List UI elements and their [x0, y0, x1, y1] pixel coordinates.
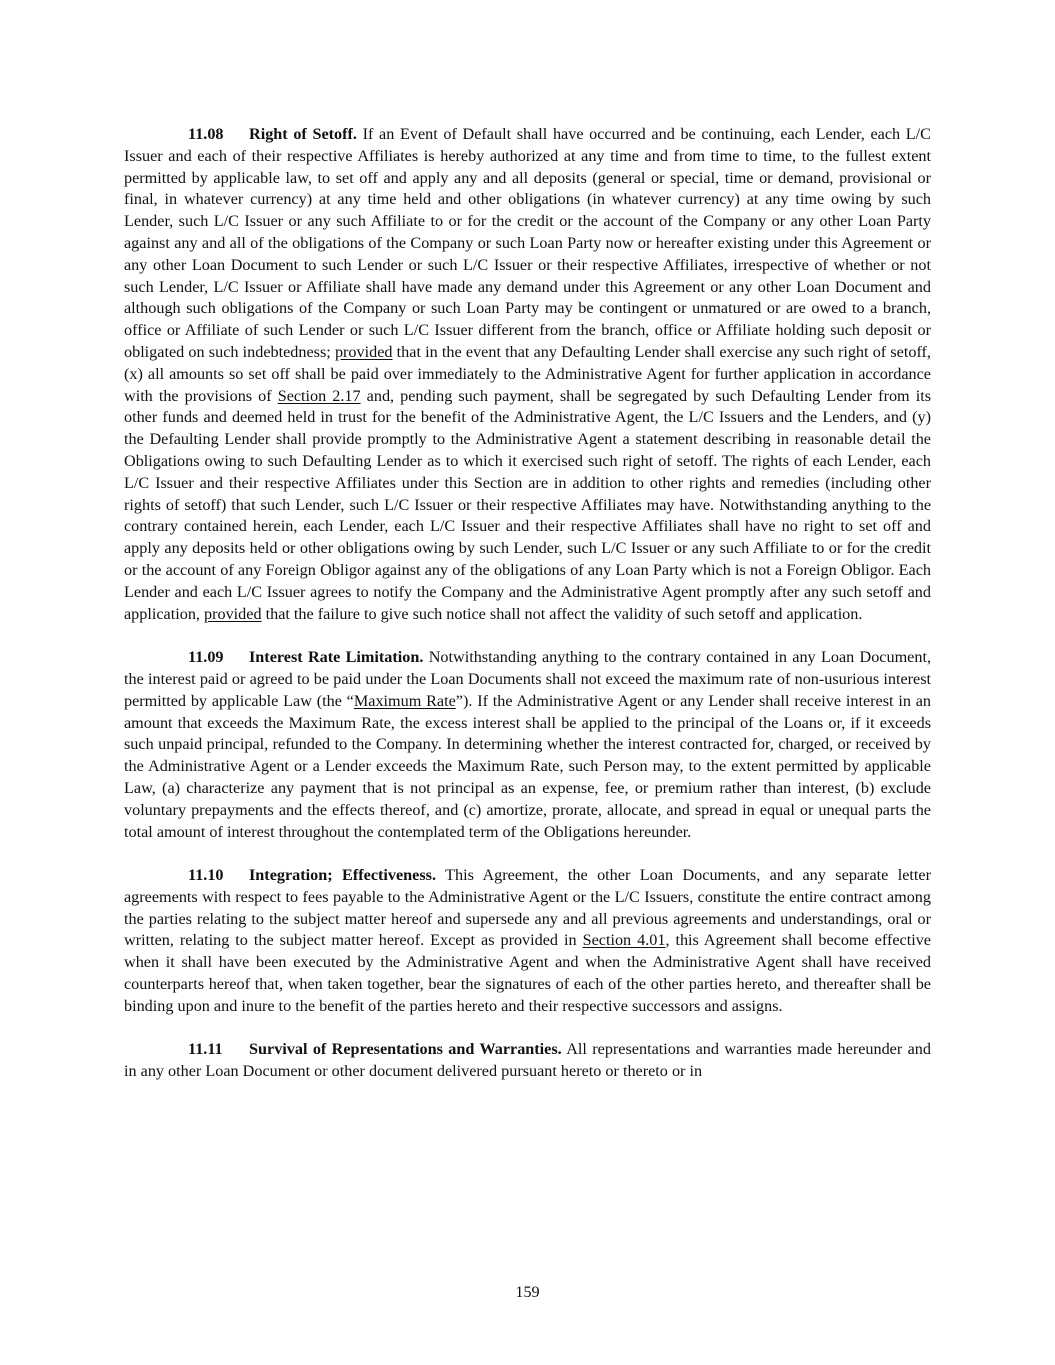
section-heading: Right of Setoff.	[249, 125, 357, 143]
section-number: 11.11	[188, 1040, 223, 1059]
section-11-08	[124, 124, 931, 625]
section-11-11	[124, 1039, 931, 1083]
section-text: ”). If the Administrative Agent or any Lender shall receive interest in an amount that exceeds the Maximum Rate, the excess interest shall be applied to the principal of the Loans or, if it exceeds such unpaid principal, refunded to the Company. In determining whether the interest contracted for, charged, or received by the Administrative Agent or a Lender exceeds the Maximum Rate, such Person may, to the extent permitted by applicable Law, (a) characterize any payment that is not principal as an expense, fee, or premium rather than interest, (b) exclude voluntary prepayments and the effects thereof, and (c) amortize, prorate, allocate, and spread in equal or unequal parts the total amount of interest throughout the contemplated term of the Obligations hereunder.	[124, 691, 932, 841]
section-text: that in the event that any Defaulting Lender shall exercise any such right of setoff, (x) all amounts so set off shall be paid over immediately to the Administrative Agent for further application in accordance with the provisions of	[124, 342, 931, 405]
section-heading: Interest Rate Limitation.	[249, 648, 424, 667]
section-text: Notwithstanding anything to the contrary contained in any Loan Document, the interest paid or agreed to be paid under the Loan Documents shall not exceed the maximum rate of non-usurious interest permitted by applicable Law (the “	[124, 648, 932, 710]
section-number: 11.10	[188, 866, 224, 885]
underlined-term: provided	[204, 604, 262, 623]
section-text: , this Agreement shall become effective when it shall have been executed by the Administrative Agent and when the Administrative Agent shall have received counterparts hereof that, when taken together, bear the signatures of each of the other parties hereto, and thereafter shall be binding upon and inure to the benefit of the parties hereto and their respective successors and assigns.	[124, 931, 931, 1015]
section-11-09	[124, 647, 931, 843]
section-number: 11.08	[188, 125, 224, 143]
section-text: and, pending such payment, shall be segregated by such Defaulting Lender from its other funds and deemed held in trust for the benefit of the Administrative Agent, the L/C Issuers and the Lenders, and (y) the Defaulting Lender shall provide promptly to the Administrative Agent a statement describing in reasonable detail the Obligations owing to such Defaulting Lender as to which it exercised such right of setoff. The rights of each Lender, each L/C Issuer and their respective Affiliates under this Section are in addition to other rights and remedies (including other rights of setoff) that such Lender, such L/C Issuer or their respective Affiliates may have. Notwithstanding anything to the contrary contained herein, each Lender, each L/C Issuer and their respective Affiliates shall have no right to set off and apply any deposits held or other obligations owing by such Lender, such L/C Issuer or any such Affiliate to or for the credit or the account of any Foreign Obligor against any of the obligations of any Loan Party which is not a Foreign Obligor. Each Lender and each L/C Issuer agrees to notify the Company and the Administrative Agent promptly after any such setoff and application,	[124, 386, 931, 623]
section-text: that the failure to give such notice shall not affect the validity of such setoff and application.	[261, 604, 863, 623]
defined-term: Maximum Rate	[353, 691, 456, 710]
page-number: 159	[515, 1283, 540, 1301]
document-page	[124, 124, 931, 1105]
underlined-term: provided	[334, 342, 393, 361]
section-heading: Survival of Representations and Warranties.	[249, 1040, 562, 1059]
section-11-10	[124, 865, 931, 1018]
section-reference: Section 4.01	[582, 931, 666, 950]
section-number: 11.09	[188, 648, 224, 667]
section-text: All representations and warranties made hereunder and in any other Loan Document or other document delivered pursuant hereto or thereto or in	[124, 1040, 931, 1081]
section-reference: Section 2.17	[277, 386, 361, 405]
section-heading: Integration; Effectiveness.	[249, 866, 437, 885]
section-text: This Agreement, the other Loan Documents, and any separate letter agreements with respect to fees payable to the Administrative Agent or the L/C Issuers, constitute the entire contract among the parties relating to the subject matter hereof and supersede any and all previous agreements and understandings, oral or written, relating to the subject matter hereof. Except as provided in	[124, 866, 932, 950]
section-text: If an Event of Default shall have occurred and be continuing, each Lender, each L/C Issuer and each of their respective Affiliates is hereby authorized at any time and from time to time, to the fullest extent permitted by applicable law, to set off and apply any and all deposits (general or special, time or demand, provisional or final, in whatever currency) at any time held and other obligations (in whatever currency) at any time owing by such Lender, such L/C Issuer or any such Affiliate to or for the credit or the account of the Company or any other Loan Party against any and all of the obligations of the Company or such Loan Party now or hereafter existing under this Agreement or any other Loan Document to such Lender or such L/C Issuer or their respective Affiliates, irrespective of whether or not such Lender, L/C Issuer or Affiliate shall have made any demand under this Agreement or any other Loan Document and although such obligations of the Company or such Loan Party may be contingent or unmatured or are owed to a branch, office or Affiliate of such Lender or such L/C Issuer different from the branch, office or Affiliate holding such deposit or obligated on such indebtedness;	[124, 125, 931, 361]
